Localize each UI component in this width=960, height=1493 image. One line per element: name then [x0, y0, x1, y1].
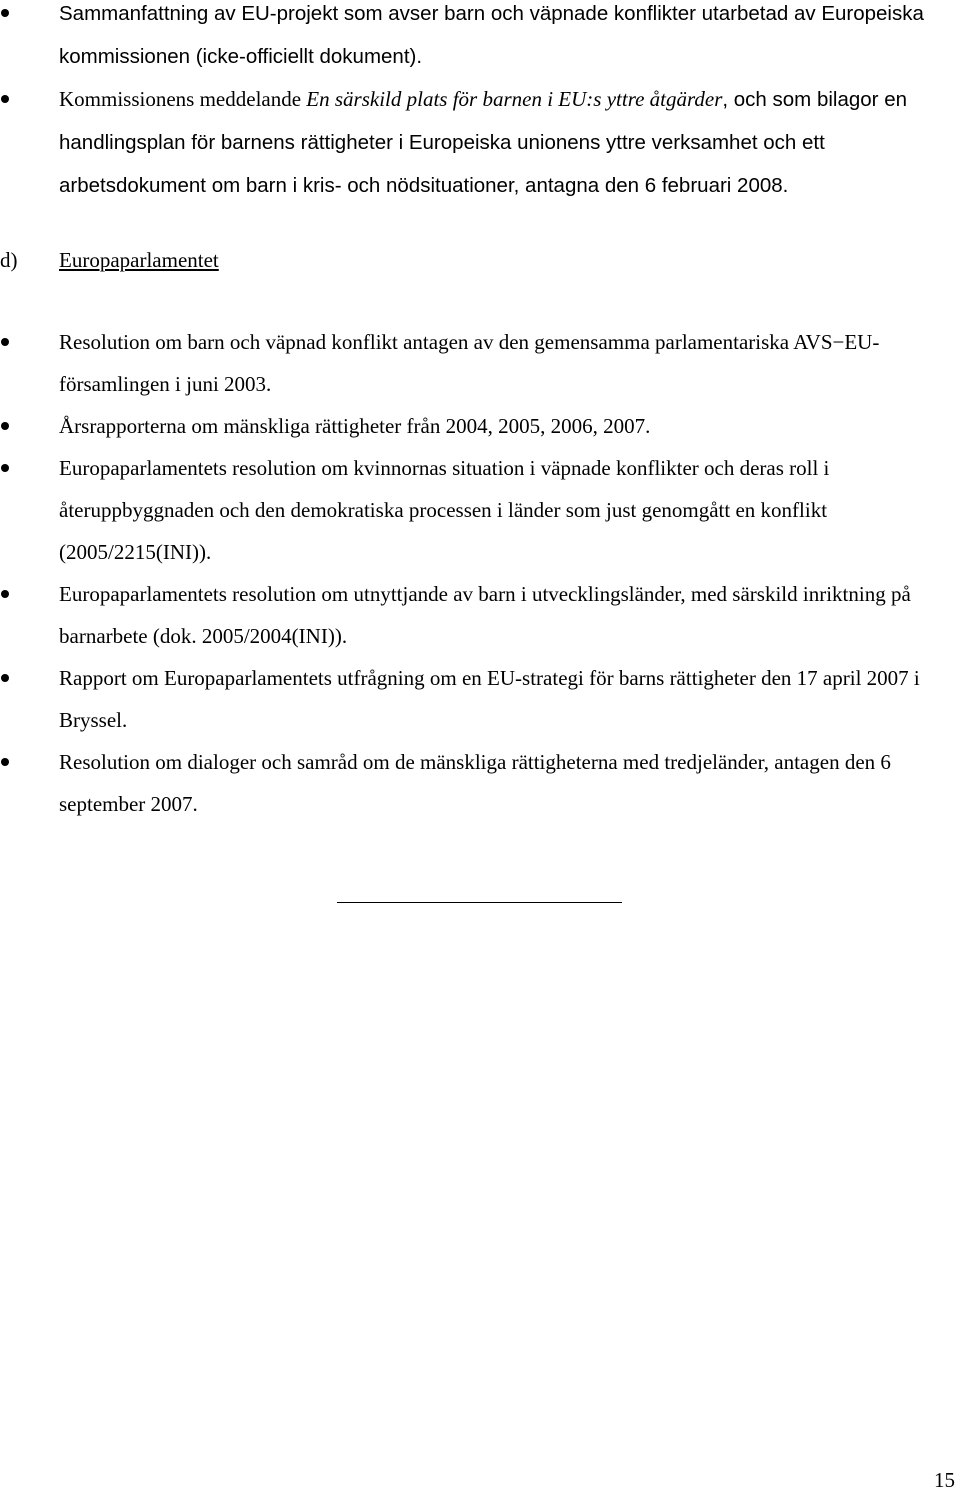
list-item [0, 573, 950, 657]
bullet-icon [1, 9, 9, 17]
list-item-text-start: Kommissionens meddelande [59, 87, 307, 111]
list-item-text: Resolution om barn och väpnad konflikt antagen av den gemensamma parlamentariska AVS−EU-församlingen i juni 2003. [59, 330, 880, 396]
list-item-text-end: , och som bilagor en handlingsplan för barnens rättigheter i Europeiska unionens yttre verksamhet och ett arbetsdokument om barn i kris- och nödsituationer, antagna den 6 februari 2008. [59, 88, 907, 197]
section-letter: d) [0, 248, 18, 272]
list-item-text: Europaparlamentets resolution om utnyttjande av barn i utvecklingsländer, med särskild inriktning på barnarbete (dok. 2005/2004(INI)). [59, 582, 911, 648]
european-parliament-list [0, 321, 950, 825]
list-item [0, 0, 950, 78]
list-item [0, 78, 950, 207]
list-item [0, 741, 950, 825]
list-item-text: Årsrapporterna om mänskliga rättigheter från 2004, 2005, 2006, 2007. [59, 414, 651, 438]
list-item-text: Sammanfattning av EU-projekt som avser barn och väpnade konflikter utarbetad av Europeiska kommissionen (icke-officiellt dokument). [59, 2, 924, 68]
list-item [0, 657, 950, 741]
list-item-italic-title: En särskild plats för barnen i EU:s yttre åtgärder [306, 87, 723, 111]
end-rule [337, 902, 622, 903]
bullet-icon [1, 590, 9, 598]
bullet-icon [1, 464, 9, 472]
bullet-icon [1, 338, 9, 346]
list-item-text: Resolution om dialoger och samråd om de mänskliga rättigheterna med tredjeländer, antagen den 6 september 2007. [59, 750, 891, 816]
bullet-icon [1, 95, 9, 103]
list-item-text: Europaparlamentets resolution om kvinnornas situation i väpnade konflikter och deras roll i återuppbyggnaden och den demokratiska processen i länder som just genomgått en konflikt (2005/2215(INI)). [59, 456, 830, 564]
bullet-icon [1, 674, 9, 682]
list-item [0, 321, 950, 405]
section-title: Europaparlamentet [59, 248, 219, 272]
list-item [0, 405, 950, 447]
page-number: 15 [934, 1468, 955, 1492]
bullet-icon [1, 422, 9, 430]
list-item-text: Rapport om Europaparlamentets utfrågning om en EU-strategi för barns rättigheter den 17 april 2007 i Bryssel. [59, 666, 920, 732]
bullet-icon [1, 758, 9, 766]
list-item [0, 447, 950, 573]
eu-commission-list [0, 0, 950, 207]
